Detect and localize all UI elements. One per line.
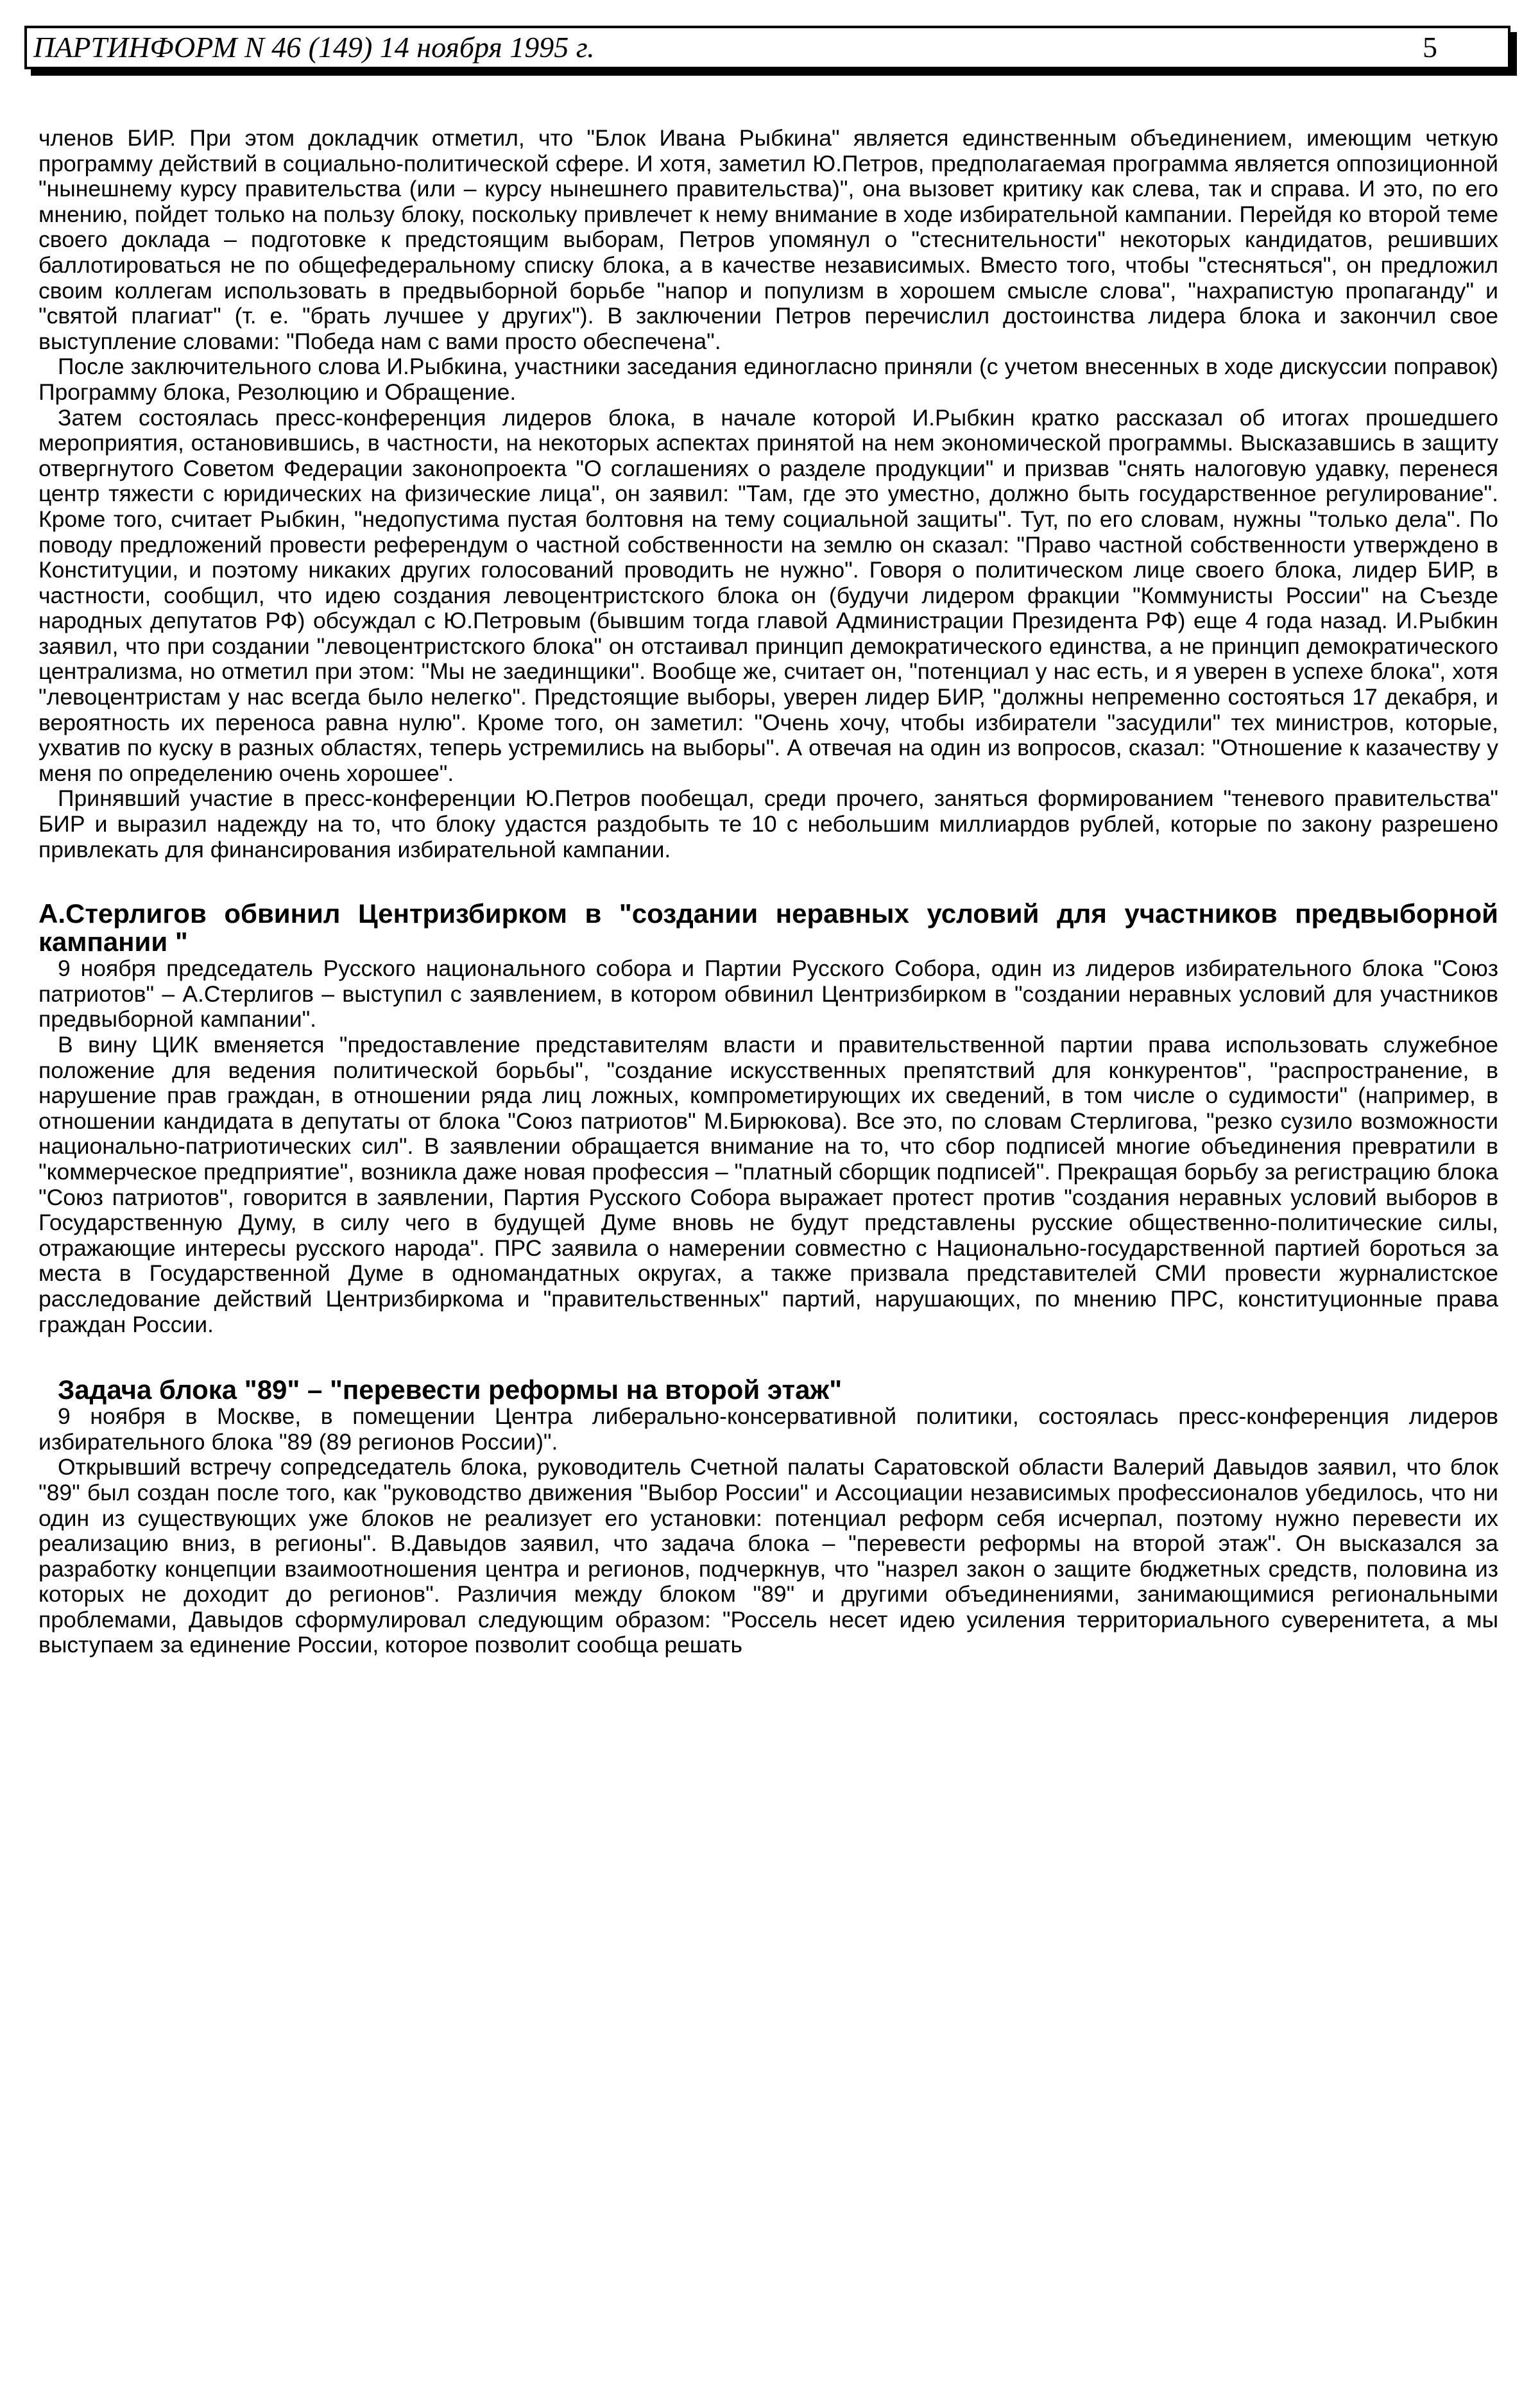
article3-paragraph-1: 9 ноября в Москве, в помещении Центра либерально-консервативной политики, состоялась пресс-конференция лидеров избирательного блока "89 (89 регионов России)". <box>38 1403 1498 1455</box>
article2-paragraph-1: 9 ноября председатель Русского национального собора и Партии Русского Собора, один из лидеров избирательного блока "Союз патриотов" – А.Стерлигов – выступил с заявлением, в котором обвинил Центризбирком в "создании неравных условий для участников предвыборной кампании". <box>38 955 1498 1032</box>
article2-paragraph-2: В вину ЦИК вменяется "предоставление представителям власти и правительственной партии права использовать служебное положение для ведения политической борьбы", "создание искусственных препятствий для конкурентов", "распространение, в нарушение прав граждан, в отношении ряда лиц ложных, компрометирующих их сведений, в том числе о судимости" (например, в отношении кандидата в депутаты от блока "Союз патриотов" М.Бирюкова). Все это, по словам Стерлигова, "резко сузило возможности национально-патриотических сил". В заявлении обращается внимание на то, что сбор подписей многие объединения превратили в "коммерческое предприятие", возникла даже новая профессия – "платный сборщик подписей". Прекращая борьбу за регистрацию блока "Союз патриотов", говорится в заявлении, Партия Русского Собора выражает протест против "создания неравных условий выборов в Государственную Думу, в силу чего в будущей Думе вновь не будут представлены русские общественно-политические силы, отражающие интересы русского народа". ПРС заявила о намерении совместно с Национально-государственной партией бороться за места в Государственной Думе в одномандатных округах, а также призвала представителей СМИ провести журналистское расследование действий Центризбиркома и "правительственных" партий, нарушающих, по мнению ПРС, конституционные права граждан России. <box>38 1032 1498 1337</box>
article1-paragraph-2: После заключительного слова И.Рыбкина, участники заседания единогласно приняли (с учетом внесенных в ходе дискуссии поправок) Программу блока, Резолюцию и Обращение. <box>38 354 1498 405</box>
publication-title: ПАРТИНФОРМ N 46 (149) 14 ноября 1995 г. <box>33 31 595 64</box>
article1-paragraph-3: Затем состоялась пресс-конференция лидеров блока, в начале которой И.Рыбкин кратко рассказал об итогах прошедшего мероприятия, остановившись, в частности, на некоторых аспектах принятой на нем экономической программы. Высказавшись в защиту отвергнутого Советом Федерации законопроекта "О соглашениях о разделе продукции" и призвав "снять налоговую удавку, перенеся центр тяжести с юридических на физические лица", он заявил: "Там, где это уместно, должно быть государственное регулирование". Кроме того, считает Рыбкин, "недопустима пустая болтовня на тему социальной защиты". Тут, по его словам, нужны "только дела". По поводу предложений провести референдум о частной собственности на землю он сказал: "Право частной собственности утверждено в Конституции, и поэтому никаких других голосований проводить не нужно". Говоря о политическом лице своего блока, лидер БИР, в частности, сообщил, что идею создания левоцентристского блока он (будучи лидером фракции "Коммунисты России" на Съезде народных депутатов РФ) обсуждал с Ю.Петровым (бывшим тогда главой Администрации Президента РФ) еще 4 года назад. И.Рыбкин заявил, что при создании "левоцентристского блока" он отстаивал принцип демократического единства, а не принцип демократического централизма, но отметил при этом: "Мы не заединщики". Вообще же, считает он, "потенциал у нас есть, и я уверен в успехе блока", хотя "левоцентристам у нас всегда было нелегко". Предстоящие выборы, уверен лидер БИР, "должны непременно состояться 17 декабря, и вероятность их переноса равна нулю". Кроме того, он заметил: "Очень хочу, чтобы избиратели "засудили" тех министров, которые, ухватив по куску в разных областях, теперь устремились на выборы". А отвечая на один из вопросов, сказал: "Отношение к казачеству у меня по определению очень хорошее". <box>38 404 1498 786</box>
article3-headline: Задача блока "89" – "перевести реформы на второй этаж" <box>58 1375 843 1405</box>
article2-headline: А.Стерлигов обвинил Центризбирком в "создании неравных условий для участников предвыборной кампании " <box>38 898 1498 957</box>
page-number: 5 <box>1423 31 1437 64</box>
page-header <box>24 26 1510 69</box>
article1-paragraph-1: членов БИР. При этом докладчик отметил, что "Блок Ивана Рыбкина" является единственным объединением, имеющим четкую программу действий в социально-политической сфере. И хотя, заметил Ю.Петров, предполагаемая программа является оппозиционной "нынешнему курсу правительства (или – курсу нынешнего правительства)", она вызовет критику как слева, так и справа. И это, по его мнению, пойдет только на пользу блоку, поскольку привлечет к нему внимание в ходе избирательной кампании. Перейдя ко второй теме своего доклада – подготовке к предстоящим выборам, Петров упомянул о "стеснительности" некоторых кандидатов, решивших баллотироваться не по общефедеральному списку блока, а в качестве независимых. Вместо того, чтобы "стесняться", он предложил своим коллегам использовать в предвыборной борьбе "напор и популизм в хорошем смысле слова", "нахрапистую пропаганду" и "святой плагиат" (т. е. "брать лучшее у других"). В заключении Петров перечислил достоинства лидера блока и закончил свое выступление словами: "Победа нам с вами просто обеспечена". <box>38 125 1498 354</box>
article-column <box>38 126 1498 1658</box>
article1-paragraph-4: Принявший участие в пресс-конференции Ю.Петров пообещал, среди прочего, заняться формированием "теневого правительства" БИР и выразил надежду на то, что блоку удастся раздобыть те 10 с небольшим миллиардов рублей, которые по закону разрешено привлекать для финансирования избирательной кампании. <box>38 785 1498 862</box>
article3-paragraph-2: Открывший встречу сопредседатель блока, руководитель Счетной палаты Саратовской области Валерий Давыдов заявил, что блок "89" был создан после того, как "руководство движения "Выбор России" и Ассоциации независимых профессионалов убедилось, что ни один из существующих уже блоков не реализует его установки: потенциал реформ себя исчерпал, поэтому нужно перевести их реализацию вниз, в регионы". В.Давыдов заявил, что задача блока – "перевести реформы на второй этаж". Он высказался за разработку концепции взаимоотношения центра и регионов, подчеркнув, что "назрел закон о защите бюджетных средств, половина из которых не доходит до регионов". Различия между блоком "89" и другими объединениями, занимающимися региональными проблемами, Давыдов сформулировал следующим образом: "Россель несет идею усиления территориального суверенитета, а мы выступаем за единение России, которое позволит сообща решать <box>38 1454 1498 1658</box>
